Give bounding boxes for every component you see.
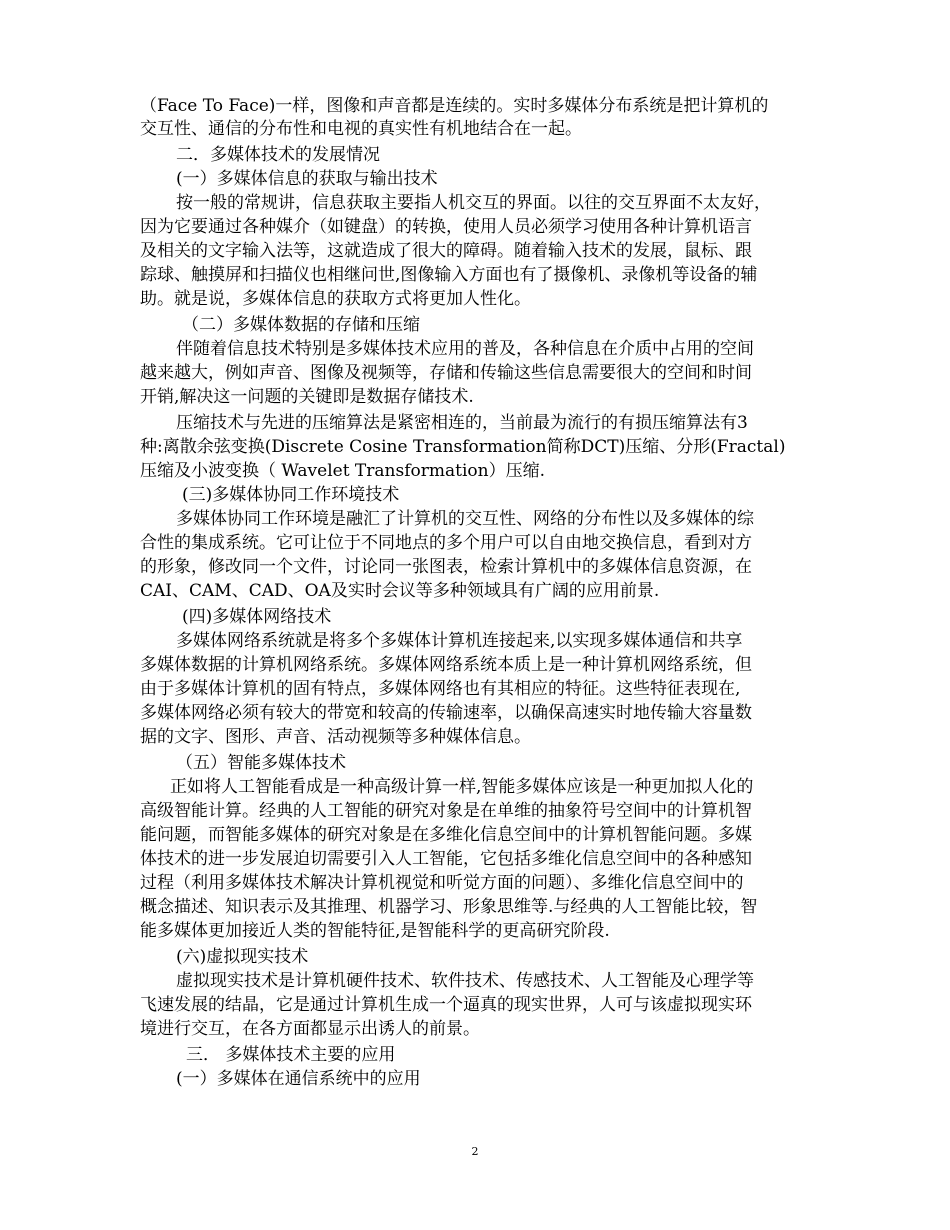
subsection-heading: (六)虚拟现实技术 (176, 947, 309, 967)
paragraph-line: 合性的集成系统。它可让位于不同地点的多个用户可以自由地交换信息，看到对方 (140, 533, 752, 553)
paragraph-line: 多媒体网络系统就是将多个多媒体计算机连接起来,以实现多媒体通信和共享 (176, 631, 743, 651)
paragraph-line: 及相关的文字输入法等，这就造成了很大的障碍。随着输入技术的发展，鼠标、跟 (140, 241, 752, 261)
paragraph-line: 境进行交互，在各方面都显示出诱人的前景。 (140, 1019, 480, 1039)
paragraph-line: 按一般的常规讲，信息获取主要指人机交互的界面。以往的交互界面不太友好， (176, 193, 771, 213)
paragraph-line: 虚拟现实技术是计算机硬件技术、软件技术、传感技术、人工智能及心理学等 (176, 971, 754, 991)
paragraph-line: 开销,解决这一问题的关键即是数据存储技术. (140, 387, 474, 407)
paragraph-line: 多媒体协同工作环境是融汇了计算机的交互性、网络的分布性以及多媒体的综 (176, 509, 754, 529)
paragraph-line: 种:离散余弦变换(Discrete Cosine Transformation简称DCT)压缩、分形(Fractal) (140, 437, 786, 457)
paragraph-line: 多媒体网络必须有较大的带宽和较高的传输速率，以确保高速实时地传输大容量数 (140, 703, 752, 723)
paragraph-line: 由于多媒体计算机的固有特点，多媒体网络也有其相应的特征。这些特征表现在, (140, 679, 741, 699)
subsection-heading: (四)多媒体网络技术 (182, 607, 332, 627)
paragraph-line: 概念描述、知识表示及其推理、机器学习、形象思维等.与经典的人工智能比较，智 (140, 897, 758, 917)
paragraph-line: 能问题，而智能多媒体的研究对象是在多维化信息空间中的计算机智能问题。多媒 (140, 825, 752, 845)
paragraph-line: 伴随着信息技术特别是多媒体技术应用的普及，各种信息在介质中占用的空间 (176, 339, 754, 359)
paragraph-line: 踪球、触摸屏和扫描仪也相继问世,图像输入方面也有了摄像机、录像机等设备的辅 (140, 265, 758, 285)
paragraph-line: 助。就是说，多媒体信息的获取方式将更加人性化。 (140, 289, 531, 309)
paragraph-line: 正如将人工智能看成是一种高级计算一样,智能多媒体应该是一种更加拟人化的 (170, 777, 754, 797)
page-number: 2 (471, 1145, 479, 1158)
subsection-heading: (三)多媒体协同工作环境技术 (182, 485, 400, 505)
subsection-heading: (一）多媒体信息的获取与输出技术 (176, 169, 438, 189)
subsection-heading: （五）智能多媒体技术 (176, 753, 346, 773)
paragraph-line: 越来越大，例如声音、图像及视频等，存储和传输这些信息需要很大的空间和时间 (140, 363, 752, 383)
paragraph-line: 因为它要通过各种媒介（如键盘）的转换，使用人员必须学习使用各种计算机语言 (140, 217, 752, 237)
paragraph-line: 的形象，修改同一个文件，讨论同一张图表，检索计算机中的多媒体信息资源，在 (140, 557, 752, 577)
paragraph-line: 交互性、通信的分布性和电视的真实性有机地结合在一起。 (140, 119, 582, 139)
paragraph-line: 压缩及小波变换（ Wavelet Transformation）压缩. (140, 461, 545, 481)
paragraph-line: 高级智能计算。经典的人工智能的研究对象是在单维的抽象符号空间中的计算机智 (140, 801, 752, 821)
paragraph-line: 体技术的进一步发展迫切需要引入人工智能，它包括多维化信息空间中的各种感知 (140, 849, 752, 869)
paragraph-line: （Face To Face)一样，图像和声音都是连续的。实时多媒体分布系统是把计算机的 (140, 96, 769, 116)
paragraph-line: 飞速发展的结晶，它是通过计算机生成一个逼真的现实世界，人可与该虚拟现实环 (140, 995, 752, 1015)
section-heading: 二．多媒体技术的发展情况 (176, 145, 380, 165)
paragraph-line: 能多媒体更加接近人类的智能特征,是智能科学的更高研究阶段. (140, 921, 610, 941)
subsection-heading: （二）多媒体数据的存储和压缩 (182, 315, 420, 335)
paragraph-line: 压缩技术与先进的压缩算法是紧密相连的，当前最为流行的有损压缩算法有3 (176, 413, 748, 433)
subsection-heading: (一）多媒体在通信系统中的应用 (176, 1069, 421, 1089)
paragraph-line: 多媒体数据的计算机网络系统。多媒体网络系统本质上是一种计算机网络系统，但 (140, 655, 752, 675)
paragraph-line: CAI、CAM、CAD、OA及实时会议等多种领域具有广阔的应用前景. (140, 581, 660, 601)
paragraph-line: 过程（利用多媒体技术解决计算机视觉和听觉方面的问题）、多维化信息空间中的 (140, 873, 744, 893)
paragraph-line: 据的文字、图形、声音、活动视频等多种媒体信息。 (140, 727, 531, 747)
section-heading: 三． 多媒体技术主要的应用 (186, 1045, 396, 1065)
